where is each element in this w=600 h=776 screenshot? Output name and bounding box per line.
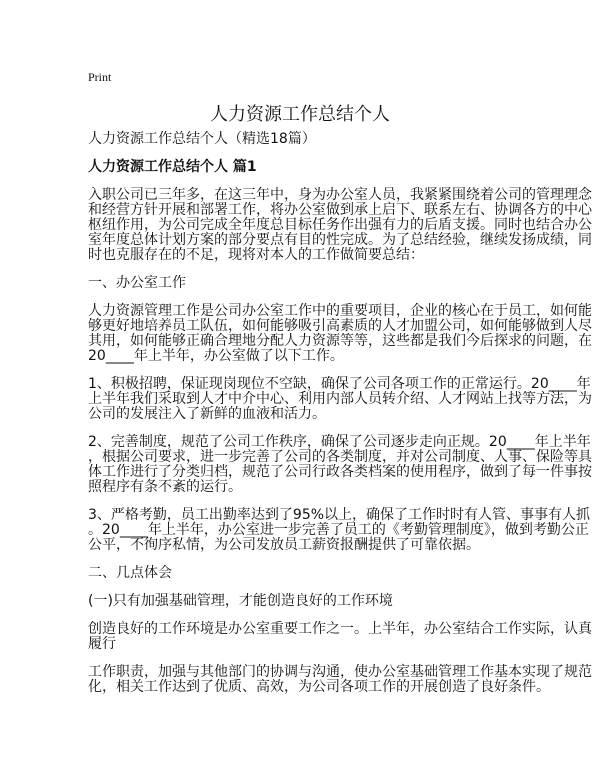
paragraph-line: 上半年我们采取到人才中介中心、利用内部人员转介绍、人才网站上找等方法，为	[88, 391, 592, 407]
paragraph-line: 二、几点体会	[88, 565, 172, 581]
paragraph-line: 化，相关工作达到了优质、高效，为公司各项工作的开展创造了良好条件。	[88, 679, 550, 695]
paragraph-line: 人力资源管理工作是公司办公室工作中的重要项目，企业的核心在于员工，如何能	[88, 303, 592, 319]
paragraph	[88, 434, 592, 495]
paragraph-line: 入职公司已三年多，在这三年中，身为办公室人员，我紧紧围绕着公司的管理理念	[88, 187, 592, 203]
paragraph-line: 履行	[88, 636, 116, 652]
print-link[interactable]: Print	[88, 70, 112, 84]
paragraph-line: 室年度总体计划方案的部分要点有目的性完成。为了总结经验，继续发扬成绩，同	[88, 232, 592, 248]
paragraph	[88, 566, 528, 581]
section-heading: 人力资源工作总结个人 篇1	[88, 159, 257, 175]
paragraph-line: 够更好地培养员工队伍，如何能够吸引高素质的人才加盟公司，如何能够做到人尽	[88, 318, 592, 334]
paragraph	[88, 507, 591, 553]
paragraph-line: 3、严格考勤，员工出勤率达到了95%以上，确保了工作时时有人管、事事有人抓	[88, 507, 591, 523]
paragraph-line: 其用，如何能够正确合理地分配人力资源等等，这些都是我们今后探求的问题，在	[88, 333, 592, 349]
paragraph-line: 20____年上半年，办公室做了以下工作。	[88, 348, 344, 364]
paragraph-line: 时也克服存在的不足，现将对本人的工作做简要总结：	[88, 247, 424, 263]
paragraph	[88, 187, 592, 263]
document-title: 人力资源工作总结个人	[210, 104, 390, 125]
paragraph	[88, 594, 528, 609]
paragraphs	[88, 187, 592, 695]
paragraph-line: 公司的发展注入了新鲜的血液和活力。	[88, 406, 326, 422]
paragraph	[88, 621, 592, 652]
paragraph-line: 工作职责，加强与其他部门的协调与沟通，使办公室基础管理工作基本实现了规范	[88, 664, 592, 680]
paragraph-line: 1、积极招聘，保证现岗现位不空缺，确保了公司各项工作的正常运行。20____年	[88, 376, 591, 392]
paragraph-line: (一)只有加强基础管理，才能创造良好的工作环境	[88, 593, 393, 609]
paragraph	[88, 276, 528, 291]
paragraph	[88, 376, 592, 422]
paragraph-line: 枢纽作用，为公司完成全年度总目标任务作出强有力的后盾支援。同时也结合办公	[88, 217, 592, 233]
paragraph	[88, 664, 592, 695]
paragraph-line: 照程序有条不紊的运行。	[88, 479, 242, 495]
paragraph-line: 。20____年上半年，办公室进一步完善了员工的《考勤管理制度》，做到考勤公正	[88, 522, 589, 538]
document-body	[88, 131, 592, 708]
document-subtitle: 人力资源工作总结个人（精选18篇）	[88, 131, 316, 147]
paragraph	[88, 303, 592, 364]
paragraph-line: ，根据公司要求，进一步完善了公司的各类制度，并对公司制度、人事、保险等具	[88, 449, 592, 465]
paragraph-line: 体工作进行了分类归档，规范了公司行政各类档案的使用程序，做到了每一件事按	[88, 464, 592, 480]
paragraph-line: 和经营方针开展和部署工作，将办公室做到承上启下、联系左右、协调各方的中心	[88, 202, 592, 218]
paragraph-line: 公平，不徇序私情，为公司发放员工薪资报酬提供了可靠依据。	[88, 537, 480, 553]
paragraph-line: 创造良好的工作环境是办公室重要工作之一。上半年，办公室结合工作实际，认真	[88, 621, 592, 637]
paragraph-line: 2、完善制度，规范了公司工作秩序，确保了公司逐步走向正规。20____年上半年	[88, 434, 591, 450]
paragraph-line: 一、办公室工作	[88, 275, 186, 291]
